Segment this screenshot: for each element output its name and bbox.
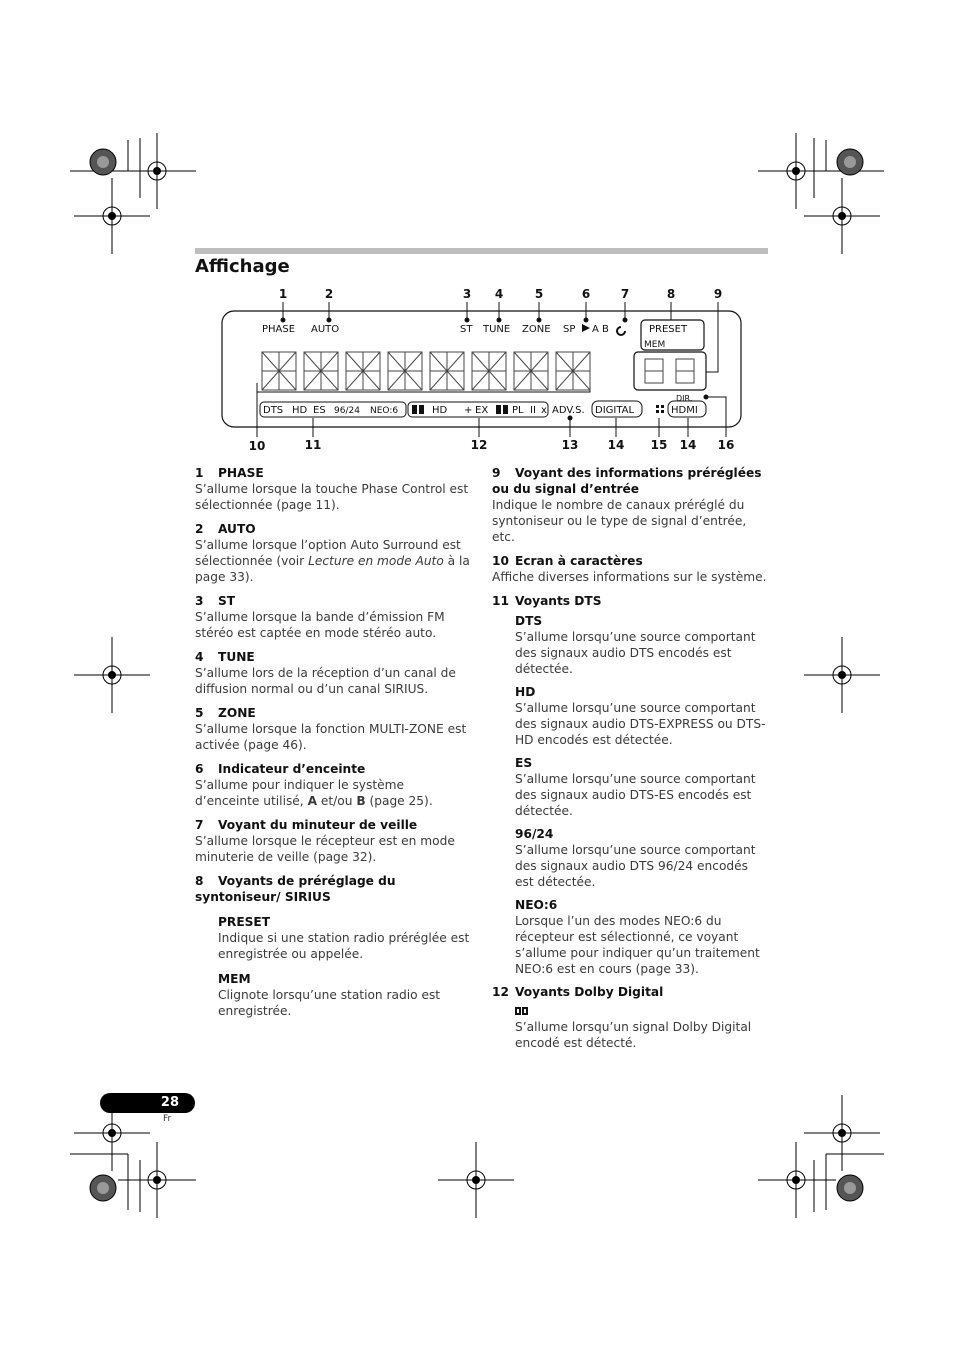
item-5-text: S’allume lorsque la fonction MULTI-ZONE est activée (page 46). <box>195 722 467 752</box>
item-8-title: 8 Voyants de préréglage du syntoniseur/ SIRIUS <box>195 874 396 904</box>
right-column <box>492 465 768 1058</box>
display-diagram <box>0 0 954 470</box>
9624-subtitle: 96/24 <box>515 827 554 841</box>
section-title: Affichage <box>195 256 290 277</box>
callout-14b: 14 <box>679 438 697 452</box>
svg-text:DIR.: DIR. <box>676 394 693 403</box>
hd-text: S’allume lorsqu’une source comportant des signaux audio DTS-EXPRESS ou DTS-HD encodés est détectée. <box>515 701 766 747</box>
item-9-text: Indique le nombre de canaux préréglé du syntoniseur ou le type de signal d’entrée, etc. <box>492 498 747 544</box>
dolby-double-d-icon <box>515 1006 529 1016</box>
dts-text: S’allume lorsqu’une source comportant des signaux audio DTS encodés est détectée. <box>515 630 756 676</box>
callout-9: 9 <box>713 287 723 301</box>
svg-text:TUNE: TUNE <box>483 324 511 335</box>
item-4-text: S’allume lors de la réception d’un canal de diffusion normal ou d’un canal SIRIUS. <box>195 666 456 696</box>
item-6-title: 6 Indicateur d’enceinte <box>195 762 366 776</box>
item-7-text: S’allume lorsque le récepteur est en mode minuterie de veille (page 32). <box>195 834 455 864</box>
svg-text:HD: HD <box>432 405 448 416</box>
dts-subtitle: DTS <box>515 614 543 628</box>
item-3-text: S’allume lorsque la bande d’émission FM stéréo est captée en mode stéréo auto. <box>195 610 445 640</box>
callout-16: 16 <box>717 438 735 452</box>
callout-5: 5 <box>534 287 544 301</box>
svg-text:A B: A B <box>592 324 609 335</box>
neo6-subtitle: NEO:6 <box>515 898 558 912</box>
callout-15: 15 <box>650 438 668 452</box>
svg-text:x: x <box>541 405 547 416</box>
item-4-title: 4 TUNE <box>195 650 255 664</box>
svg-text:ES: ES <box>313 405 326 416</box>
hd-subtitle: HD <box>515 685 536 699</box>
svg-text:ADV.S.: ADV.S. <box>552 405 585 416</box>
svg-text:96/24: 96/24 <box>334 406 360 416</box>
dolby-text: S’allume lorsqu’un signal Dolby Digital encodé est détecté. <box>515 1020 752 1050</box>
item-1-text: S’allume lorsque la touche Phase Control est sélectionnée (page 11). <box>195 482 469 512</box>
svg-text:AUTO: AUTO <box>311 324 340 335</box>
item-12-title: 12 Voyants Dolby Digital <box>492 985 664 999</box>
item-5-title: 5 ZONE <box>195 706 256 720</box>
callout-6: 6 <box>581 287 591 301</box>
preset-subtitle: PRESET <box>218 915 271 929</box>
item-10-text: Affiche diverses informations sur le système. <box>492 570 767 584</box>
item-6-text: S’allume pour indiquer le système d’enceinte utilisé, A et/ou B (page 25). <box>195 778 433 808</box>
item-7-title: 7 Voyant du minuteur de veille <box>195 818 418 832</box>
item-3-title: 3 ST <box>195 594 236 608</box>
item-11-title: 11 Voyants DTS <box>492 594 602 608</box>
page-number-badge <box>100 1093 195 1113</box>
page-number: 28 <box>160 1095 179 1110</box>
item-1-title: 1 PHASE <box>195 466 264 480</box>
callout-2: 2 <box>324 287 334 301</box>
svg-text:ST: ST <box>460 324 473 335</box>
item-9-title: 9 Voyant des informations préréglées ou du signal d’entrée <box>492 466 762 496</box>
callout-11: 11 <box>304 438 322 452</box>
svg-text:DIGITAL: DIGITAL <box>595 405 635 416</box>
callout-8: 8 <box>666 287 676 301</box>
callout-1: 1 <box>278 287 288 301</box>
preset-text: Indique si une station radio préréglée est enregistrée ou appelée. <box>218 931 470 961</box>
callout-12: 12 <box>470 438 488 452</box>
item-10-title: 10 Ecran à caractères <box>492 554 643 568</box>
svg-text:II: II <box>530 405 536 416</box>
callout-13: 13 <box>561 438 579 452</box>
svg-text:ZONE: ZONE <box>522 324 551 335</box>
callout-4: 4 <box>494 287 504 301</box>
mem-subtitle: MEM <box>218 972 251 986</box>
svg-text:HD: HD <box>292 405 308 416</box>
svg-text:SP: SP <box>563 324 576 335</box>
svg-text:DTS: DTS <box>263 405 284 416</box>
item-2-text: S’allume lorsque l’option Auto Surround est sélectionnée (voir Lecture en mode Auto à la page 33). <box>195 538 470 584</box>
svg-text:EX: EX <box>475 405 489 416</box>
callout-7: 7 <box>620 287 630 301</box>
item-2-title: 2 AUTO <box>195 522 256 536</box>
mem-text: Clignote lorsqu’une station radio est enregistrée. <box>218 988 441 1018</box>
es-text: S’allume lorsqu’une source comportant des signaux audio DTS-ES encodés est détectée. <box>515 772 756 818</box>
callout-14: 14 <box>607 438 625 452</box>
9624-text: S’allume lorsqu’une source comportant des signaux audio DTS 96/24 encodés est détectée. <box>515 843 756 889</box>
callout-10: 10 <box>248 439 266 453</box>
svg-text:PL: PL <box>512 405 524 416</box>
svg-text:PHASE: PHASE <box>262 324 296 335</box>
left-column <box>195 465 470 1026</box>
es-subtitle: ES <box>515 756 533 770</box>
svg-text:PRESET: PRESET <box>649 324 688 335</box>
callout-3: 3 <box>462 287 472 301</box>
svg-text:+: + <box>464 405 473 416</box>
svg-text:MEM: MEM <box>644 340 666 350</box>
svg-text:HDMI: HDMI <box>671 405 698 416</box>
neo6-text: Lorsque l’un des modes NEO:6 du récepteur est sélectionné, ce voyant s’allume pour indiquer qu’un traitement NEO:6 est en cours (page 33). <box>515 914 760 976</box>
svg-text:NEO:6: NEO:6 <box>370 406 399 416</box>
language-code: Fr <box>163 1114 172 1124</box>
